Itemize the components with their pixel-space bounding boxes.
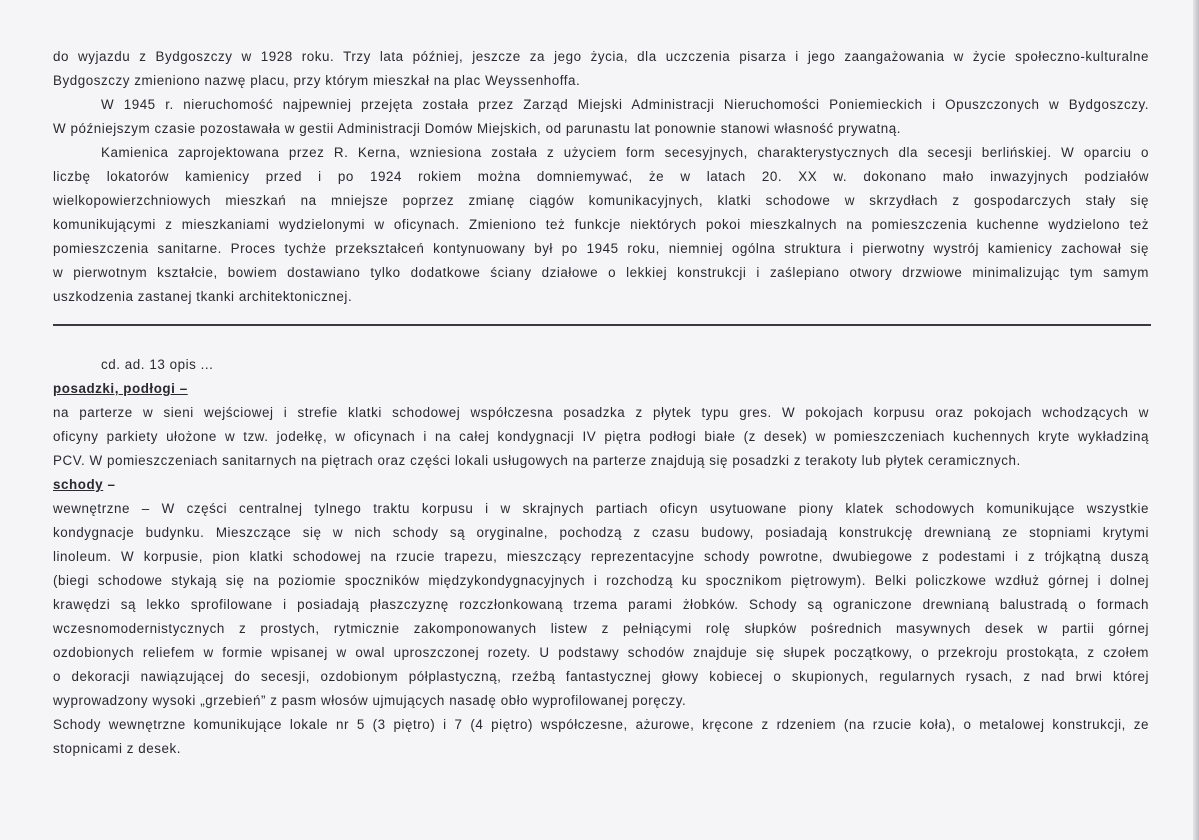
text-line: PCV. W pomieszczeniach sanitarnych na piętrach oraz części lokali usługowych na parterze znajdują się posadzki z terakoty lub płytek ceramicznych. bbox=[53, 453, 1021, 468]
text-line: oficyny parkiety ułożone w tzw. jodełkę, w oficynach i na całej kondygnacji IV piętra podłogi białe (z desek) w pomieszczeniach kuchennych kryte wykładziną bbox=[53, 429, 1149, 444]
section-heading bbox=[53, 474, 1149, 498]
text-line: uszkodzenia zastanej tkanki architektonicznej. bbox=[53, 289, 353, 304]
heading-text: schody bbox=[53, 477, 104, 492]
text-line: do wyjazdu z Bydgoszczy w 1928 roku. Trzy lata później, jeszcze za jego życia, dla uczczenia pisarza i jego zaangażowania w życie społeczno-kulturalne bbox=[53, 49, 1149, 64]
upper-text-section bbox=[53, 46, 1149, 310]
text-line: wyprowadzony wysoki „grzebień” z pasm włosów ujmujących nasadę obło wyprofilowanej poręczy. bbox=[53, 693, 687, 708]
text-line: stopnicami z desek. bbox=[53, 741, 182, 756]
text-line: W 1945 r. nieruchomość najpewniej przejęta została przez Zarząd Miejski Administracji Nieruchomości Poniemieckich i Opuszczonych w Bydgoszczy. bbox=[101, 97, 1149, 112]
text-line: wielkopowierzchniowych mieszkań na mniejsze poprzez zmianę ciągów komunikacyjnych, klatki schodowe w skrzydłach z gospodarczych stały się bbox=[53, 193, 1149, 208]
text-line: ozdobionych reliefem w formie wpisanej w owal uproszczonej rozety. U podstawy schodów znajduje się słupek początkowy, o przekroju prostokąta, z czołem bbox=[53, 645, 1149, 660]
text-line: kondygnacje budynku. Mieszczące się w nich schody są oryginalne, pochodzą z czasu budowy, posiadają konstrukcję drewnianą ze stopniami krytymi bbox=[53, 525, 1149, 540]
scan-edge bbox=[1193, 0, 1199, 840]
text-line: komunikującymi z mieszkaniami wydzielonymi w oficynach. Zmieniono też funkcje niektórych pokoi mieszkalnych na pomieszczenia kuchenne wydzielono też bbox=[53, 217, 1149, 232]
text-line: wewnętrzne – W części centralnej tylnego traktu korpusu i w skrajnych partiach oficyn usytuowane piony klatek schodowych komunikujące wszystkie bbox=[53, 501, 1149, 516]
text-line: Bydgoszczy zmieniono nazwę placu, przy którym mieszkał na plac Weyssenhoffa. bbox=[53, 73, 581, 88]
text-line: (biegi schodowe stykają się na poziomie spoczników międzykondygnacyjnych i rozchodzą ku spocznikom piętrowym). Belki policzkowe wzdłuż górnej i dolnej bbox=[53, 573, 1149, 588]
section-divider bbox=[53, 324, 1151, 326]
text-line: cd. ad. 13 opis ... bbox=[101, 357, 214, 372]
text-line: pomieszczenia sanitarne. Proces tychże przekształceń kontynuowany był po 1945 roku, niemniej ogólna struktura i pierwotny wystrój kamienicy zachował się bbox=[53, 241, 1149, 256]
heading-suffix: – bbox=[103, 477, 116, 492]
heading-text: posadzki, podłogi – bbox=[53, 381, 188, 396]
lower-text-section bbox=[53, 354, 1149, 762]
text-line: wczesnomodernistycznych z prostych, rytmicznie zakomponowanych listew z pełniącymi rolę słupków pośrednich masywnych desek w partii górnej bbox=[53, 621, 1149, 636]
text-line: krawędzi są lekko sprofilowane i posiadają płaszczyznę rozczłonkowaną trzema parami żłobków. Schody są ograniczone drewnianą balustradą o formach bbox=[53, 597, 1149, 612]
text-line: liczbę lokatorów kamienicy przed i po 1924 rokiem można domniemywać, że w latach 20. XX w. dokonano mało inwazyjnych podziałów bbox=[53, 169, 1149, 184]
text-line: linoleum. W korpusie, pion klatki schodowej na rzucie trapezu, mieszczący reprezentacyjne schody powrotne, dwubiegowe z podestami i z trójkątną duszą bbox=[53, 549, 1149, 564]
text-line: w pierwotnym kształcie, bowiem dostawiano tylko dodatkowe ściany działowe o lekkiej konstrukcji i zaślepiano otwory drzwiowe minimalizując tym samym bbox=[53, 265, 1149, 280]
text-line: W późniejszym czasie pozostawała w gestii Administracji Domów Miejskich, od parunastu lat ponownie stanowi własność prywatną. bbox=[53, 121, 901, 136]
text-line: na parterze w sieni wejściowej i strefie klatki schodowej współczesna posadzka z płytek typu gres. W pokojach korpusu oraz pokojach wchodzących w bbox=[53, 405, 1149, 420]
text-line: o dekoracji nawiązującej do secesji, ozdobionym półplastyczną, rzeźbą fantastycznej głowy kobiecej o skupionych, regularnych rysach, z nad brwi której bbox=[53, 669, 1149, 684]
section-heading bbox=[53, 378, 1149, 402]
text-line: Kamienica zaprojektowana przez R. Kerna, wzniesiona została z użyciem form secesyjnych, charakterystycznych dla secesji berlińskiej. W oparciu o bbox=[101, 145, 1149, 160]
text-line: Schody wewnętrzne komunikujące lokale nr 5 (3 piętro) i 7 (4 piętro) współczesne, ażurowe, kręcone z rdzeniem (na rzucie koła), o metalowej konstrukcji, ze bbox=[53, 717, 1149, 732]
